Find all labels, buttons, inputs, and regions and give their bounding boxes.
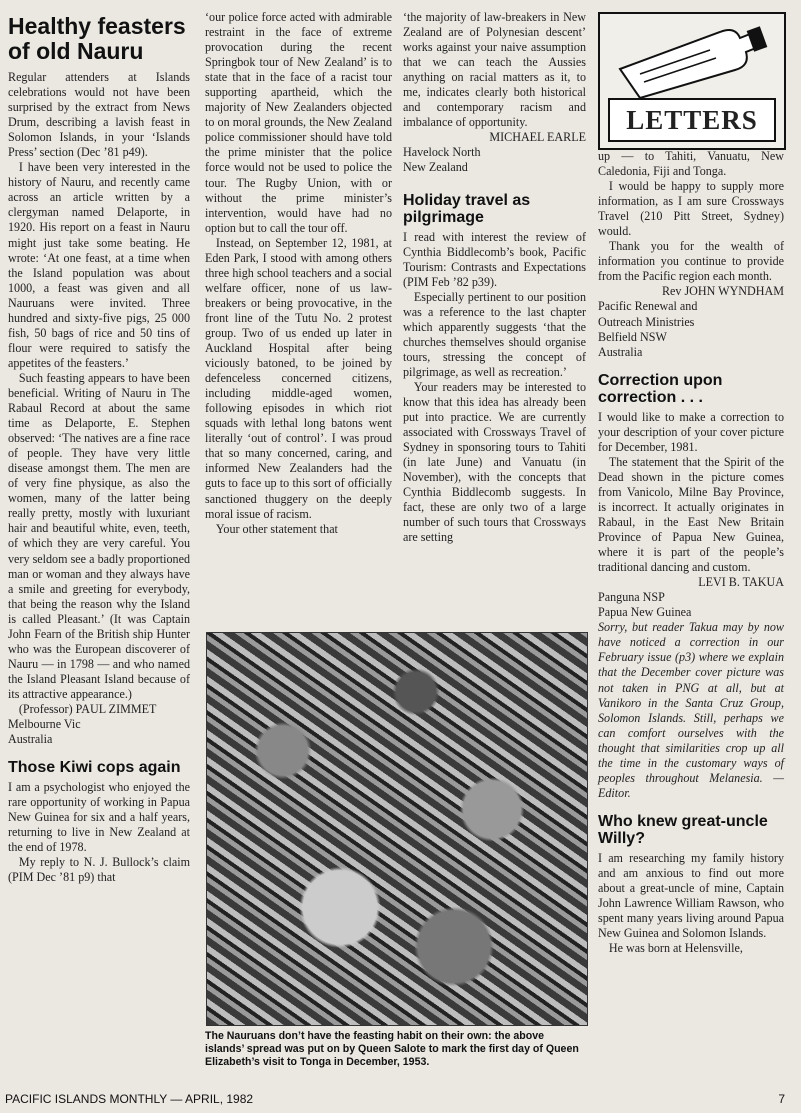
bottle-icon	[600, 14, 784, 104]
paragraph: I have been very interested in the history of Nauru, and recently came across an article written by a clergyman named Delaporte, in 1920. His report on a feast in Nauru might just take some beating. He wrote: ‘At one feast, at a time when the Island population was about 1000, a feast was given and all Nauruans were invited. Three hundred and sixty-five pigs, 25 000 fish, 50 bags of rice and 50 tins of flour were required to satisfy the appetites of the feasters.’	[8, 160, 190, 370]
paragraph: I read with interest the review of Cynthia Biddlecomb’s book, Pacific Tourism: Contrasts and Expectations (PIM Feb ’82 p39).	[403, 229, 586, 289]
headline-great-uncle: Who knew great-uncle Willy?	[598, 812, 768, 847]
paragraph: Your readers may be interested to know that this idea has already been put into practice. We are currently associated with Crossways Travel of Sydney in sponsoring tours to Tahiti (in late June) and Vanuatu (in November), with the concepts that Cynthia Biddlecomb suggests. In fact, these are only two of a large number of such tours that Crossways are setting	[403, 379, 586, 545]
paragraph: up — to Tahiti, Vanuatu, New Caledonia, Fiji and Tonga.	[598, 149, 784, 179]
paragraph: I would like to make a correction to your description of your cover picture for December, 1981.	[598, 409, 784, 454]
column-4	[598, 149, 784, 956]
paragraph: I would be happy to supply more information, as I am sure Crossways Travel (210 Pitt Street, Sydney) would.	[598, 179, 784, 239]
headline-correction: Correction upon correction . . .	[598, 371, 723, 406]
signature: MICHAEL EARLE	[489, 130, 586, 145]
page-number: 7	[778, 1092, 785, 1106]
paragraph: ‘the majority of law-breakers in New Zealand are of Polynesian descent’ works against your naive assumption that we can teach the Aussies anything on racial matters as it, to me, indicates clearly both historical and contemporary racism and imbalance of opportunity.	[403, 10, 586, 130]
page-footer	[5, 1092, 785, 1106]
signature: Rev JOHN WYNDHAM	[661, 284, 784, 299]
feast-photo	[206, 632, 588, 1026]
paragraph: I am a psychologist who enjoyed the rare opportunity of working in Papua New Guinea for six and a half years, returning to live in New Zealand at the end of 1978.	[8, 780, 190, 855]
address-line: Australia	[598, 344, 643, 359]
address-line: Pacific Renewal and	[598, 299, 698, 314]
address-line: Havelock North	[403, 145, 481, 160]
paragraph: My reply to N. J. Bullock’s claim (PIM Dec ’81 p9) that	[8, 855, 190, 885]
address-line: Outreach Ministries	[598, 314, 695, 329]
paragraph: ‘our police force acted with admirable restraint in the face of extreme provocation during the recent Springbok tour of New Zealand’ is to state that in the face of a racist tour supporting apartheid, which the majority of New Zealanders objected to on moral grounds, the New Zealand police commissioner should have told the prime minister that the police force would not be used to police the tour. The Rugby Union, with or without the prime minister’s intervention, would have had no option but to call the tour off.	[205, 10, 392, 235]
paragraph: Especially pertinent to our position was a reference to the last chapter which apparently suggests ‘that the churches themselves should organise tours, stressing the concept of pilgrimage, as well as recreation.’	[403, 289, 586, 379]
paragraph: Your other statement that	[215, 521, 338, 536]
column-2	[205, 10, 392, 537]
letters-wordmark: LETTERS	[608, 98, 776, 142]
letters-logo	[598, 12, 786, 150]
address-line: New Zealand	[403, 160, 468, 175]
address	[403, 145, 586, 175]
paragraph: He was born at Helensville,	[608, 941, 743, 956]
address-line: Papua New Guinea	[598, 605, 692, 620]
signature: LEVI B. TAKUA	[698, 575, 784, 590]
address-line: Australia	[8, 732, 53, 747]
paragraph: Thank you for the wealth of information you continue to provide from the Pacific region each month.	[598, 239, 784, 284]
signature: (Professor) PAUL ZIMMET	[18, 701, 157, 716]
paragraph: Regular attenders at Islands celebrations would not have been surprised by the extract from News Drum, describing a lavish feast in Solomon Islands, in your ‘Islands Press’ section (Dec ’81 p49).	[8, 70, 190, 160]
paragraph: The statement that the Spirit of the Dead shown in the picture comes from Vanicolo, Milne Bay Province, is incorrect. It actually originates in Rabaul, in the East New Britain Province of Papua New Guinea, where it is part of the people’s traditional dancing and custom.	[598, 454, 784, 575]
paragraph: I am researching my family history and am anxious to find out more about a great-uncle of mine, Captain John Lawrence William Rawson, who spent many years living around Papua New Guinea and Solomon Islands.	[598, 850, 784, 941]
headline-nauru: Healthy feasters of old Nauru	[8, 13, 186, 64]
address	[598, 299, 784, 359]
editor-note: Sorry, but reader Takua may by now have noticed a correction in our February issue (p3) where we explain that the December cover picture was not taken in PNG at all, but at Vanikoro in the Santa Cruz Group, Solomon Islands. Still, perhaps we can comfort ourselves with the thought that similarities crop up all the time in the customary ways of peoples throughout Melanesia. — Editor.	[598, 620, 784, 800]
column-1	[8, 10, 190, 885]
address	[598, 590, 784, 620]
paragraph: Instead, on September 12, 1981, at Eden Park, I stood with among others three high school teachers and a social welfare officer, none of us law-breakers or being provocative, in the front line of the Tutu No. 2 protest group. Two of us ended up later in Auckland Hospital after being viciously batoned, to be joined by defenceless concerned citizens, including middle-aged women, following episodes in which riot squads with lethal long batons went literally ‘out of control’. I was proud that so many concerned, caring, and informed New Zealanders had the guts to face up to this sort of officially sanctioned thuggery on the deeply moral issue of racism.	[205, 235, 392, 521]
headline-holiday-travel: Holiday travel as pilgrimage	[403, 191, 531, 226]
address-line: Belfield NSW	[598, 329, 667, 344]
address-line: Melbourne Vic	[8, 717, 81, 732]
address	[8, 717, 190, 747]
publication-line: PACIFIC ISLANDS MONTHLY — APRIL, 1982	[5, 1092, 254, 1106]
headline-kiwi-cops: Those Kiwi cops again	[8, 759, 181, 777]
address-line: Panguna NSP	[598, 590, 665, 605]
photo-caption: The Nauruans don’t have the feasting habit on their own: the above islands’ spread was put on by Queen Salote to mark the first day of Queen Elizabeth’s visit to Tonga in December, 1953.	[205, 1030, 579, 1068]
paragraph: Such feasting appears to have been beneficial. Writing of Nauru in The Rabaul Record at about the same time as Delaporte, E. Stephen observed: ‘The natives are a fine race of people. They have very little disease amongst them. The men are of very fine physique, as also the women, many of the latter being really pretty, mostly with luxuriant hair and beautiful white, even, teeth, of which they are very careful. You very seldom see a badly proportioned man or woman and they always have a smile and greeting for everybody, that being the reason why the Island is called Pleasant.’ (It was Captain John Fearn of the British ship Hunter who was the European discoverer of Nauru — in 1798 — and who named the Island Pleasant Island because of its attractive appearance.)	[8, 370, 190, 701]
column-3	[403, 10, 586, 546]
